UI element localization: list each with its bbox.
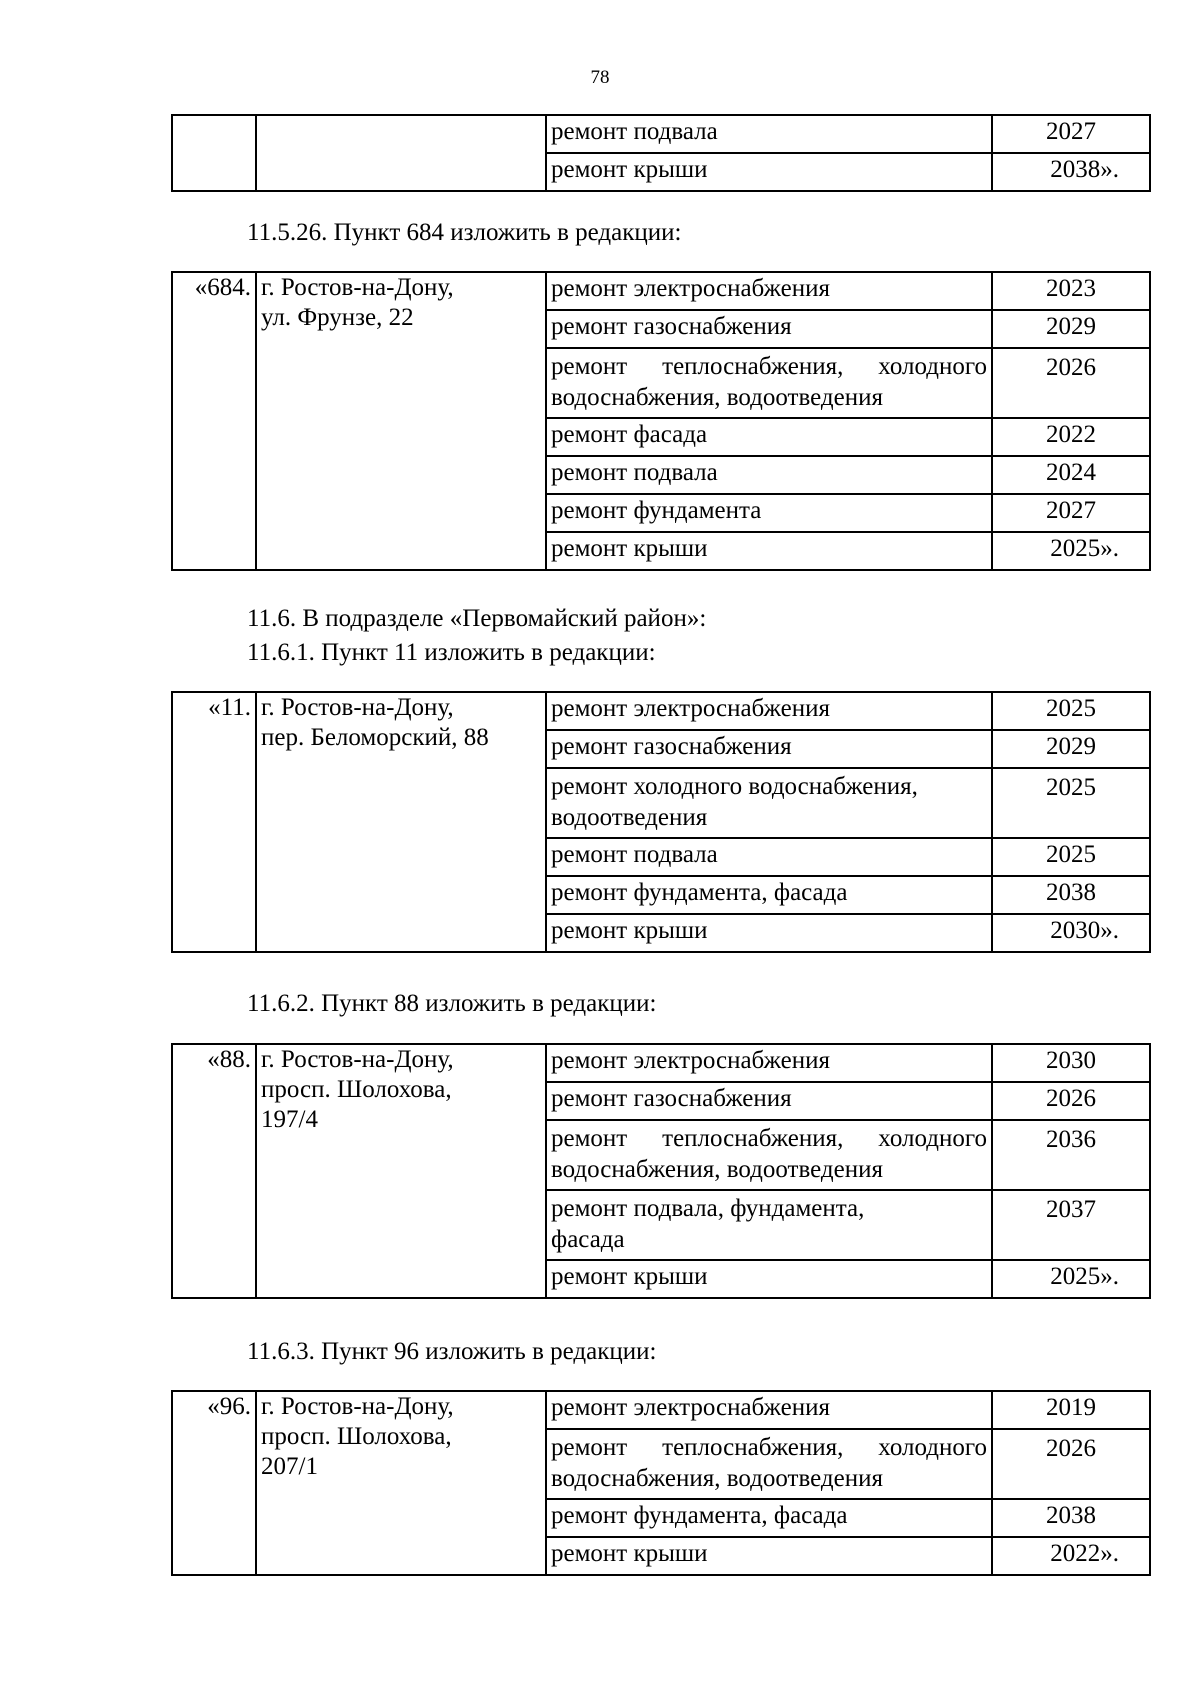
work-cell: [546, 348, 992, 418]
address-line: г. Ростов-на-Дону,: [261, 1393, 454, 1420]
work-cell: ремонт крыши: [546, 532, 992, 570]
year-cell: 2038».: [992, 153, 1150, 191]
work-cell: [546, 768, 992, 838]
work-cell: ремонт газоснабжения: [546, 310, 992, 348]
work-line: ремонт теплоснабжения, холодного: [551, 353, 987, 380]
year-cell: 2025».: [992, 1260, 1150, 1298]
work-cell: ремонт подвала: [546, 456, 992, 494]
page-number: 78: [590, 67, 610, 88]
item-number-cell: [172, 115, 256, 191]
address-line: г. Ростов-на-Дону,: [261, 1046, 454, 1073]
year-cell: 2022».: [992, 1537, 1150, 1575]
work-cell: ремонт газоснабжения: [546, 1082, 992, 1120]
item-number-cell: «684.: [172, 272, 256, 570]
year-cell: 2029: [992, 730, 1150, 768]
address-line: просп. Шолохова,: [261, 1423, 452, 1450]
table-continuation: [171, 114, 1151, 192]
address-cell: [256, 1044, 546, 1298]
table-row: [172, 272, 1150, 310]
work-line: фасада: [551, 1226, 625, 1253]
work-cell: ремонт фундамента: [546, 494, 992, 532]
year-cell: 2025».: [992, 532, 1150, 570]
address-line: пер. Беломорский, 88: [261, 724, 489, 751]
table-row: [172, 1044, 1150, 1082]
work-cell: [546, 1190, 992, 1260]
table-row: [172, 1391, 1150, 1429]
paragraph-item-88: 11.6.2. Пункт 88 изложить в редакции:: [247, 990, 657, 1017]
work-cell: ремонт крыши: [546, 153, 992, 191]
work-cell: ремонт крыши: [546, 1537, 992, 1575]
work-line: водоснабжения, водоотведения: [551, 1465, 883, 1492]
work-cell: ремонт фундамента, фасада: [546, 1499, 992, 1537]
paragraph-subsection-pervomaisky: 11.6. В подразделе «Первомайский район»:: [247, 605, 707, 632]
work-line: водоснабжения, водоотведения: [551, 1156, 883, 1183]
year-cell: 2025: [992, 768, 1150, 838]
year-cell: 2037: [992, 1190, 1150, 1260]
work-cell: ремонт подвала: [546, 115, 992, 153]
paragraph-item-684: 11.5.26. Пункт 684 изложить в редакции:: [247, 219, 682, 246]
year-cell: 2029: [992, 310, 1150, 348]
year-cell: 2022: [992, 418, 1150, 456]
work-line: ремонт холодного водоснабжения,: [551, 773, 918, 800]
paragraph-item-11: 11.6.1. Пункт 11 изложить в редакции:: [247, 639, 656, 666]
year-cell: 2024: [992, 456, 1150, 494]
address-line: г. Ростов-на-Дону,: [261, 694, 454, 721]
work-line: ремонт подвала, фундамента,: [551, 1195, 865, 1222]
year-cell: 2023: [992, 272, 1150, 310]
table-item-96: [171, 1390, 1151, 1576]
work-line: водоснабжения, водоотведения: [551, 384, 883, 411]
work-cell: ремонт газоснабжения: [546, 730, 992, 768]
work-cell: [546, 1429, 992, 1499]
year-cell: 2030».: [992, 914, 1150, 952]
address-cell: [256, 692, 546, 952]
year-cell: 2038: [992, 876, 1150, 914]
year-cell: 2038: [992, 1499, 1150, 1537]
work-cell: ремонт электроснабжения: [546, 1391, 992, 1429]
item-number-cell: «96.: [172, 1391, 256, 1575]
work-cell: ремонт крыши: [546, 914, 992, 952]
work-cell: ремонт крыши: [546, 1260, 992, 1298]
item-number-cell: «88.: [172, 1044, 256, 1298]
work-line: ремонт теплоснабжения, холодного: [551, 1125, 987, 1152]
address-line: 197/4: [261, 1106, 318, 1133]
work-cell: ремонт электроснабжения: [546, 692, 992, 730]
year-cell: 2026: [992, 348, 1150, 418]
address-line: ул. Фрунзе, 22: [261, 304, 414, 331]
year-cell: 2030: [992, 1044, 1150, 1082]
address-line: г. Ростов-на-Дону,: [261, 274, 454, 301]
work-line: водоотведения: [551, 804, 708, 831]
year-cell: 2025: [992, 838, 1150, 876]
year-cell: 2026: [992, 1429, 1150, 1499]
address-cell: [256, 1391, 546, 1575]
address-line: 207/1: [261, 1453, 318, 1480]
table-item-684: [171, 271, 1151, 571]
year-cell: 2027: [992, 494, 1150, 532]
work-cell: ремонт электроснабжения: [546, 272, 992, 310]
year-cell: 2025: [992, 692, 1150, 730]
item-number-cell: «11.: [172, 692, 256, 952]
year-cell: 2019: [992, 1391, 1150, 1429]
year-cell: 2027: [992, 115, 1150, 153]
address-cell: [256, 115, 546, 191]
work-cell: ремонт фасада: [546, 418, 992, 456]
work-cell: ремонт подвала: [546, 838, 992, 876]
work-line: ремонт теплоснабжения, холодного: [551, 1434, 987, 1461]
year-cell: 2026: [992, 1082, 1150, 1120]
address-line: просп. Шолохова,: [261, 1076, 452, 1103]
paragraph-item-96: 11.6.3. Пункт 96 изложить в редакции:: [247, 1338, 657, 1365]
work-cell: [546, 1120, 992, 1190]
work-cell: ремонт электроснабжения: [546, 1044, 992, 1082]
table-item-11: [171, 691, 1151, 953]
address-cell: [256, 272, 546, 570]
year-cell: 2036: [992, 1120, 1150, 1190]
table-row: [172, 692, 1150, 730]
work-cell: ремонт фундамента, фасада: [546, 876, 992, 914]
table-item-88: [171, 1043, 1151, 1299]
table-row: [172, 115, 1150, 153]
